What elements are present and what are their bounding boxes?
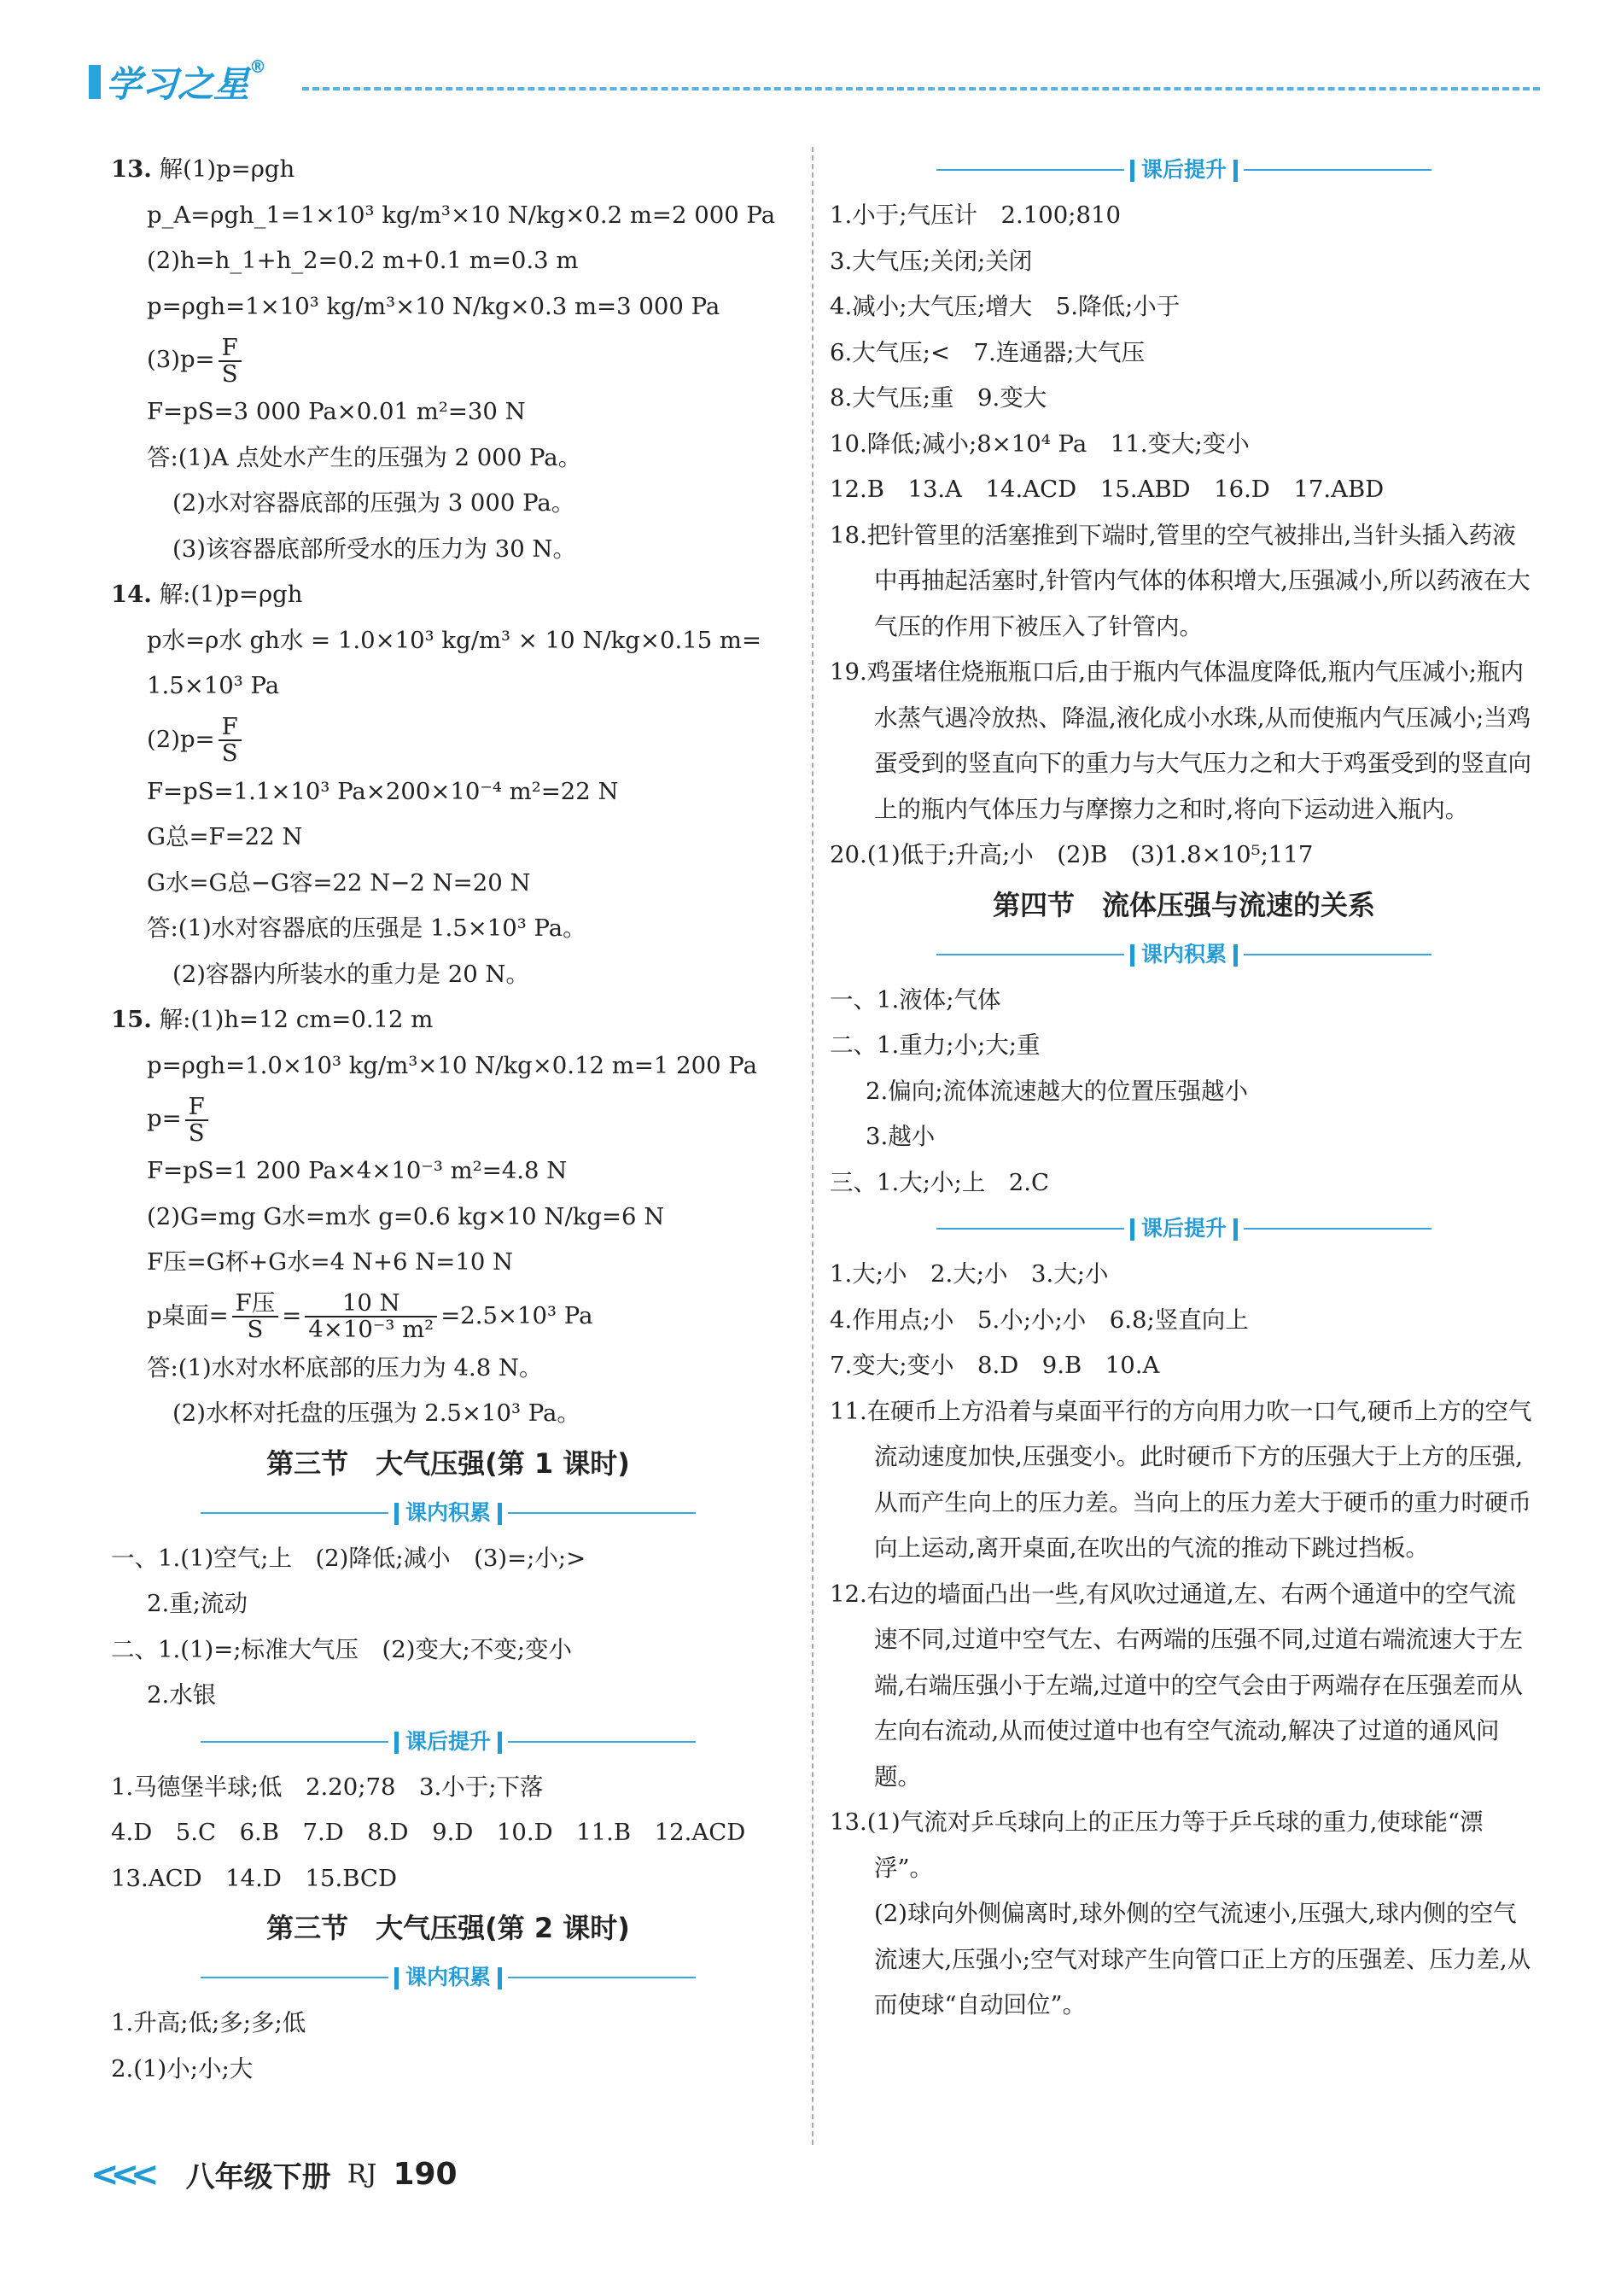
section-band: 课后提升 <box>111 1719 785 1765</box>
answer-line: 1.升高;低;多;多;低 <box>111 2009 306 2036</box>
answer-line: 一、1.液体;气体 <box>830 985 1001 1014</box>
q14-formula: (2)p= $\frac{F}{S}$ <box>111 710 785 769</box>
answer-line: 3.越小 <box>866 1123 936 1150</box>
page-number: 190 <box>393 2157 458 2192</box>
section-band: 课后提升 <box>830 1206 1538 1252</box>
left-column <box>111 147 785 2092</box>
answer-line: 二、1.(1)=;标准大气压 (2)变大;不变;变小 <box>111 1635 572 1663</box>
q13-line: 13. 解(1)p=ρgh <box>111 155 295 183</box>
q15-answer: 答:(1)水对水杯底部的压力为 4.8 N。 <box>147 1353 543 1382</box>
q13-answer: (3)该容器底部所受水的压力为 30 N。 <box>172 535 576 563</box>
q13-formula: (3)p= $\frac{F}{S}$ <box>111 330 785 389</box>
answer-line: 13.ACD 14.D 15.BCD <box>111 1864 398 1892</box>
section-title: 第三节 大气压强(第 1 课时) <box>266 1446 630 1480</box>
triple-chevron-left-icon: <<< <box>90 2154 151 2194</box>
answer-line: 1.小于;气压计 2.100;810 <box>830 202 1121 229</box>
brand-logo: 学习之星® <box>106 56 267 105</box>
q13-line: (2)h=h_1+h_2=0.2 m+0.1 m=0.3 m <box>147 247 579 274</box>
q15-line: F=pS=1 200 Pa×4×10⁻³ m²=4.8 N <box>147 1157 568 1184</box>
q13-answer: 答:(1)A 点处水产生的压强为 2 000 Pa。 <box>147 443 582 471</box>
section-band: 课后提升 <box>830 147 1538 193</box>
q15-line: 15. 解:(1)h=12 cm=0.12 m <box>111 1006 434 1033</box>
answer-paragraph: 19.鸡蛋堵住烧瓶瓶口后,由于瓶内气体温度降低,瓶内气压减小;瓶内水蒸气遇冷放热、降温,液化成小水珠,从而使瓶内气压减小;当鸡蛋受到的竖直向下的重力与大气压力之和大于鸡蛋受到的竖直向上的瓶内气体压力与摩擦力之和时,将向下运动进入瓶内。 <box>830 658 1531 823</box>
section-title: 第三节 大气压强(第 2 课时) <box>266 1912 630 1944</box>
answer-line: 2.(1)小;小;大 <box>111 2054 254 2083</box>
q13-line: p=ρgh=1×10³ kg/m³×10 N/kg×0.3 m=3 000 Pa <box>147 292 720 320</box>
answer-line: 4.作用点;小 5.小;小;小 6.8;竖直向上 <box>830 1306 1249 1334</box>
answer-paragraph: (2)球向外侧偏离时,球外侧的空气流速小,压强大,球内侧的空气流速大,压强小;空气对球产生向管口正上方的压强差、压力差,从而使球“自动回位”。 <box>874 1900 1531 2018</box>
answer-line: 1.马德堡半球;低 2.20;78 3.小于;下落 <box>111 1773 544 1801</box>
answer-line: 20.(1)低于;升高;小 (2)B (3)1.8×10⁵;117 <box>830 841 1314 868</box>
answer-line: 7.变大;变小 8.D 9.B 10.A <box>830 1352 1160 1379</box>
answer-line: 8.大气压;重 9.变大 <box>830 384 1047 412</box>
q14-answer: 答:(1)水对容器底的压强是 1.5×10³ Pa。 <box>147 914 586 942</box>
answer-line: 4.D 5.C 6.B 7.D 8.D 9.D 10.D 11.B 12.ACD <box>111 1819 746 1846</box>
q13-line: p_A=ρgh_1=1×10³ kg/m³×10 N/kg×0.2 m=2 000 Pa <box>147 201 776 229</box>
q15-formula: p= $\frac{F}{S}$ <box>111 1089 785 1148</box>
answer-line: 1.大;小 2.大;小 3.大;小 <box>830 1260 1109 1288</box>
page-header <box>89 53 1540 113</box>
q14-line: p水=ρ水 gh水 = 1.0×10³ kg/m³ × 10 N/kg×0.15 m= <box>147 626 762 654</box>
brand-mark-bar <box>89 65 101 99</box>
answer-line: 12.B 13.A 14.ACD 15.ABD 16.D 17.ABD <box>830 476 1385 503</box>
q13-answer: (2)水对容器底部的压强为 3 000 Pa。 <box>172 489 575 517</box>
answer-line: 三、1.大;小;上 2.C <box>830 1168 1050 1196</box>
answer-paragraph: 12.右边的墙面凸出一些,有风吹过通道,左、右两个通道中的空气流速不同,过道中空气左、右两端的压强不同,过道右端流速大于左端,右端压强小于左端,过道中的空气会由于两端存在压强差而从左向右流动,从而使过道中也有空气流动,解决了过道的通风问题。 <box>830 1580 1523 1791</box>
q14-line: G总=F=22 N <box>147 823 303 850</box>
q15-line: p=ρgh=1.0×10³ kg/m³×10 N/kg×0.12 m=1 200 Pa <box>147 1051 757 1079</box>
q14-line: G水=G总−G容=22 N−2 N=20 N <box>147 868 531 897</box>
answer-line: 一、1.(1)空气;上 (2)降低;减小 (3)=;小;> <box>111 1544 586 1572</box>
header-dashed-rule <box>302 87 1540 91</box>
section-band: 课内积累 <box>111 1490 785 1536</box>
q15-answer: (2)水杯对托盘的压强为 2.5×10³ Pa。 <box>172 1399 580 1427</box>
q13-line: F=pS=3 000 Pa×0.01 m²=30 N <box>147 398 526 425</box>
answer-line: 3.大气压;关闭;关闭 <box>830 247 1033 275</box>
grade-label: 八年级下册 <box>185 2160 331 2194</box>
answer-line: 6.大气压;< 7.连通器;大气压 <box>830 338 1146 366</box>
answer-line: 10.降低;减小;8×10⁴ Pa 11.变大;变小 <box>830 429 1250 458</box>
q15-line: (2)G=mg G水=m水 g=0.6 kg×10 N/kg=6 N <box>147 1202 665 1230</box>
q14-line: 1.5×10³ Pa <box>147 672 280 699</box>
q14-line: 14. 解:(1)p=ρgh <box>111 581 303 608</box>
answer-paragraph: 13.(1)气流对乒乓球向上的正压力等于乒乓球的重力,使球能“漂浮”。 <box>830 1808 1484 1882</box>
answer-paragraph: 18.把针管里的活塞推到下端时,管里的空气被排出,当针头插入药液中再抽起活塞时,针管内气体的体积增大,压强减小,所以药液在大气压的作用下被压入了针管内。 <box>830 521 1531 640</box>
answer-line: 二、1.重力;小;大;重 <box>830 1031 1041 1059</box>
section-title: 第四节 流体压强与流速的关系 <box>992 888 1375 921</box>
q14-answer: (2)容器内所装水的重力是 20 N。 <box>172 960 529 988</box>
right-column <box>830 147 1538 2029</box>
column-divider <box>812 147 813 2145</box>
edition-label: RJ <box>347 2159 377 2189</box>
answer-line: 2.水银 <box>147 1681 217 1709</box>
page-footer <box>90 2153 458 2205</box>
answer-line: 4.减小;大气压;增大 5.降低;小于 <box>830 293 1181 320</box>
answer-line: 2.偏向;流体流速越大的位置压强越小 <box>866 1077 1249 1105</box>
q15-formula: p桌面= $\frac{\text{F压}}{S}$ = $\frac{10 N}{\text{4×10⁻³ m²}}$ =2.5×10³ Pa <box>147 1289 593 1343</box>
q15-line: F压=G杯+G水=4 N+6 N=10 N <box>147 1248 514 1276</box>
section-band: 课内积累 <box>111 1954 785 2001</box>
q14-line: F=pS=1.1×10³ Pa×200×10⁻⁴ m²=22 N <box>147 777 619 805</box>
answer-line: 2.重;流动 <box>147 1590 248 1617</box>
answer-paragraph: 11.在硬币上方沿着与桌面平行的方向用力吹一口气,硬币上方的空气流动速度加快,压强变小。此时硬币下方的压强大于上方的压强,从而产生向上的压力差。当向上的压力差大于硬币的重力时硬币向上运动,离开桌面,在吹出的气流的推动下跳过挡板。 <box>830 1397 1532 1562</box>
section-band: 课内积累 <box>830 932 1538 978</box>
